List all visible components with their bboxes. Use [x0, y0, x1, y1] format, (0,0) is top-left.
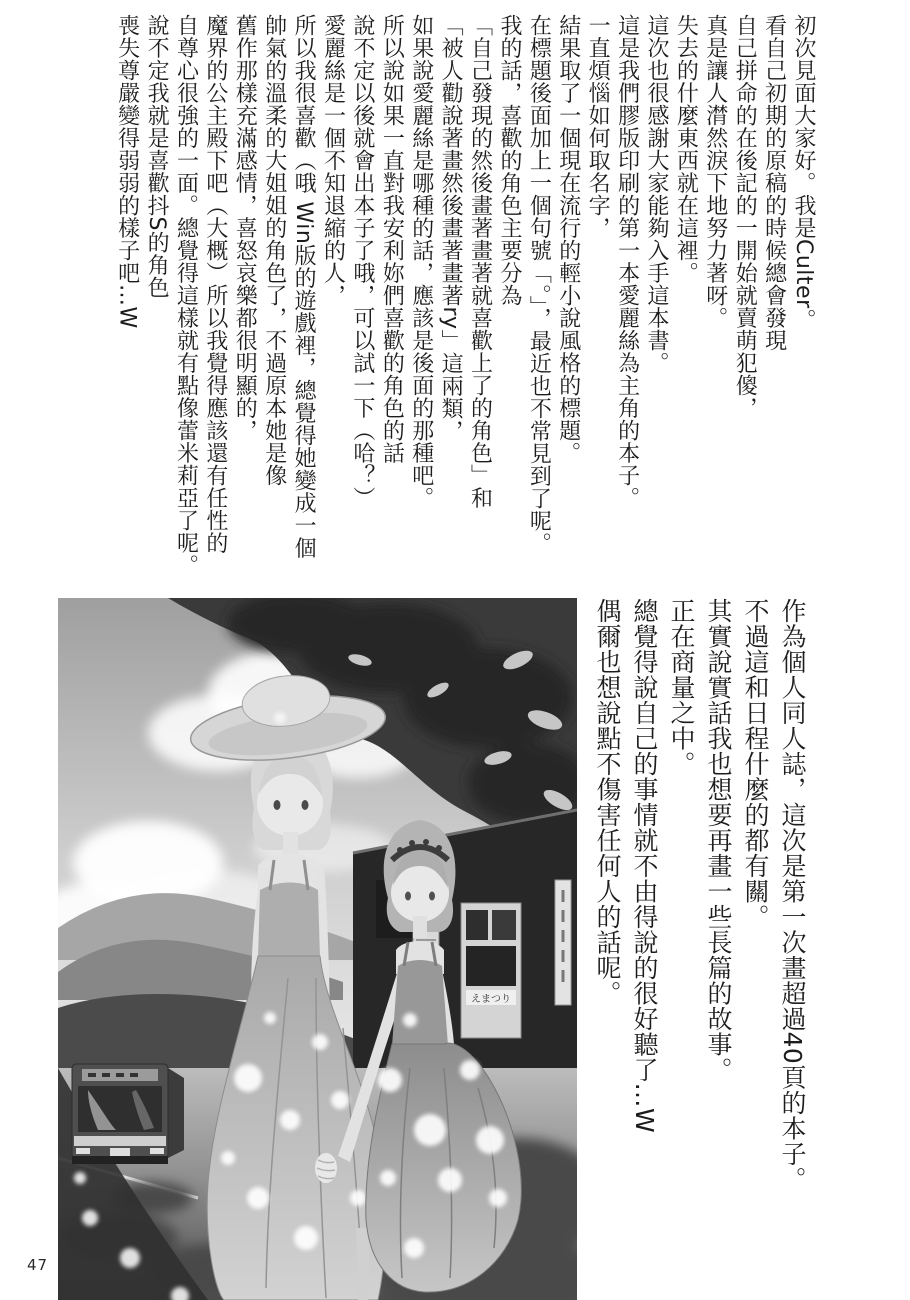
afterword-line: 其實說實話我也想要再畫一些長篇的故事。 — [704, 598, 733, 1083]
dress-bodice — [258, 883, 320, 959]
afterword-line: 一直煩惱如何取名字， — [585, 14, 611, 239]
afterword-line: 不過這和日程什麼的都有關。 — [741, 598, 770, 930]
poster-text: えまつり — [471, 994, 511, 1005]
afterword-line: 結果取了一個現在流行的輕小說風格的標題。 — [555, 14, 581, 464]
afterword-line: 看自己初期的原稿的時候總會發現 — [761, 14, 787, 352]
afterword-line: 這是我們膠版印刷的第一本愛麗絲為主角的本子。 — [614, 14, 640, 509]
afterword-line: 自尊心很強的一面。總覺得這樣就有點像蕾米莉亞了呢。 — [173, 14, 199, 577]
afterword-line: 總覺得說自己的事情就不由得說的很好聽了…W — [630, 598, 659, 1134]
afterword-line: 所以我很喜歡（哦 Win版的遊戲裡，總覺得她變成一個 — [291, 14, 317, 560]
illustration — [58, 598, 577, 1300]
afterword-line: 偶爾也想說點不傷害任何人的話呢。 — [593, 598, 622, 1006]
afterword-line: 這次也很感謝大家能夠入手這本書。 — [643, 14, 669, 374]
afterword-line: 魔界的公主殿下吧（大概）所以我覺得應該還有任性的 — [202, 14, 228, 554]
dress-bodice — [392, 960, 448, 1046]
afterword-line: 喪失尊嚴變得弱弱的樣子吧…W — [114, 14, 140, 329]
afterword-line: 我的話，喜歡的角色主要分為 — [496, 14, 522, 307]
afterword-line: 在標題後面加上一個句號「。」，最近也不常見到了呢。 — [526, 14, 552, 555]
afterword-line: 自己拼命的在後記的一開始就賣萌犯傻， — [732, 14, 758, 419]
afterword-line: 舊作那樣充滿感情，喜怒哀樂都很明顯的， — [232, 14, 258, 442]
afterword-line: 作為個人同人誌，這次是第一次畫超過40頁的本子。 — [778, 598, 807, 1192]
afterword-line: 說不定以後就會出本子了哦，可以試一下（哈？） — [349, 14, 375, 509]
eye — [274, 800, 281, 810]
afterword-line: 初次見面大家好。我是Culter。 — [791, 14, 816, 332]
afterword-line: 如果說愛麗絲是哪種的話，應該是後面的那種吧。 — [408, 14, 434, 509]
afterword-bottom-block — [589, 598, 811, 1262]
eye — [429, 892, 435, 901]
afterword-top-block — [112, 14, 818, 620]
afterword-line: 失去的什麼東西就在這裡。 — [673, 14, 699, 284]
eye — [302, 800, 309, 810]
bus — [72, 1064, 184, 1164]
afterword-line: 愛麗絲是一個不知退縮的人， — [320, 14, 346, 307]
afterword-line: 「被人勸說著畫然後畫著畫著ry」這兩類， — [438, 14, 464, 443]
afterword-line: 說不定我就是喜歡抖S的角色 — [144, 14, 170, 299]
afterword-line: 所以說如果一直對我安利妳們喜歡的角色的話 — [379, 14, 405, 464]
illustration-svg — [58, 598, 577, 1300]
afterword-line: 真是讓人潸然淚下地努力著呀。 — [702, 14, 728, 329]
eye — [405, 892, 411, 901]
afterword-line: 「自己發現的然後畫著畫著就喜歡上了的角色」和 — [467, 14, 493, 509]
afterword-line: 正在商量之中。 — [667, 598, 696, 777]
page-number: 47 — [27, 1256, 49, 1274]
poster-board — [461, 903, 521, 1038]
afterword-line: 帥氣的溫柔的大姐姐的角色了，不過原本她是像 — [261, 14, 287, 487]
